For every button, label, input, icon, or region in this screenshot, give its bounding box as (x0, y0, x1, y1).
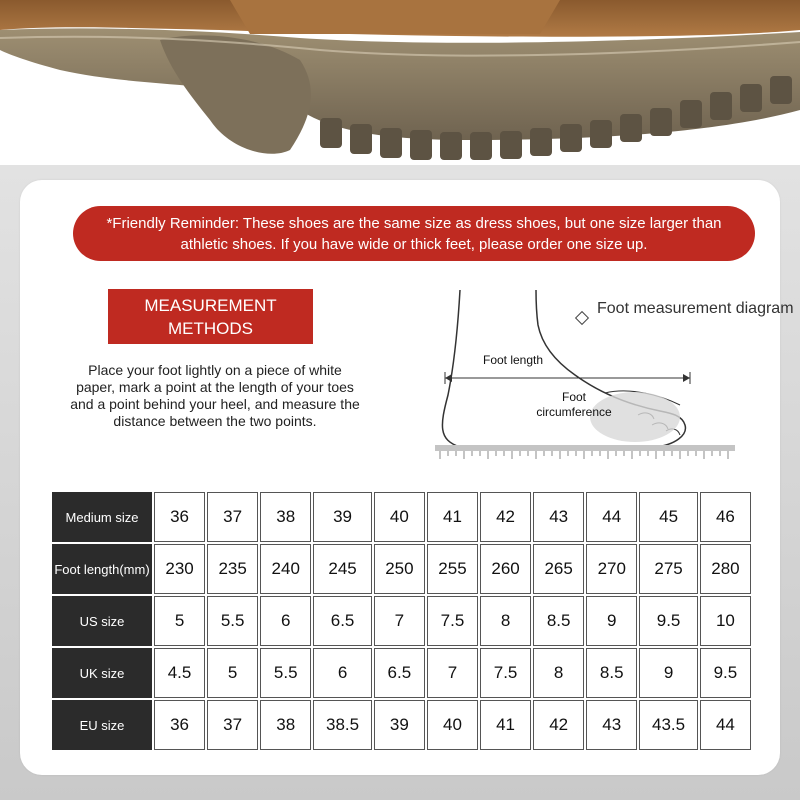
table-row (52, 596, 751, 646)
table-cell: 270 (586, 544, 637, 594)
table-cell: 8.5 (586, 648, 637, 698)
table-cell: 9.5 (639, 596, 698, 646)
table-cell: 8.5 (533, 596, 584, 646)
table-cell: 46 (700, 492, 751, 542)
table-row (52, 544, 751, 594)
measurement-methods-heading (108, 289, 313, 344)
diagram-legend-text: Foot measurement diagram (597, 300, 794, 317)
foot-circumference-label: Foot circumference (536, 390, 612, 419)
row-header: US size (52, 596, 152, 646)
table-cell: 5 (207, 648, 258, 698)
table-cell: 45 (639, 492, 698, 542)
table-cell: 7 (374, 596, 425, 646)
table-cell: 5 (154, 596, 205, 646)
table-cell: 4.5 (154, 648, 205, 698)
table-cell: 7.5 (427, 596, 478, 646)
boot-sole-image (0, 0, 800, 180)
table-cell: 38 (260, 700, 311, 750)
table-cell: 39 (374, 700, 425, 750)
table-cell: 8 (480, 596, 531, 646)
table-cell: 40 (427, 700, 478, 750)
table-cell: 44 (700, 700, 751, 750)
table-cell: 9.5 (700, 648, 751, 698)
table-cell: 43 (586, 700, 637, 750)
table-cell: 280 (700, 544, 751, 594)
friendly-reminder-banner (73, 206, 755, 261)
size-chart-table (50, 490, 753, 752)
row-header: Medium size (52, 492, 152, 542)
diagram-legend (577, 300, 794, 318)
table-cell: 230 (154, 544, 205, 594)
table-cell: 38.5 (313, 700, 372, 750)
table-cell: 6.5 (374, 648, 425, 698)
table-cell: 9 (639, 648, 698, 698)
table-cell: 42 (533, 700, 584, 750)
table-cell: 245 (313, 544, 372, 594)
measurement-instructions: Place your foot lightly on a piece of white paper, mark a point at the length of your toes and a point behind your heel, and measure the distance between the two points. (70, 362, 360, 429)
table-cell: 7 (427, 648, 478, 698)
table-cell: 240 (260, 544, 311, 594)
measurement-methods-title: MEASUREMENT METHODS (144, 295, 277, 338)
table-cell: 250 (374, 544, 425, 594)
table-cell: 42 (480, 492, 531, 542)
table-cell: 6.5 (313, 596, 372, 646)
foot-length-label: Foot length (483, 353, 544, 367)
row-header: Foot length(mm) (52, 544, 152, 594)
table-cell: 7.5 (480, 648, 531, 698)
table-cell: 41 (427, 492, 478, 542)
table-cell: 9 (586, 596, 637, 646)
table-cell: 36 (154, 492, 205, 542)
table-row (52, 648, 751, 698)
table-cell: 40 (374, 492, 425, 542)
table-cell: 39 (313, 492, 372, 542)
table-cell: 6 (313, 648, 372, 698)
table-cell: 37 (207, 700, 258, 750)
table-cell: 36 (154, 700, 205, 750)
reminder-text: *Friendly Reminder: These shoes are the same size as dress shoes, but one size larger than athletic shoes. If you have wide or thick feet, please order one size up. (106, 214, 722, 253)
table-cell: 5.5 (260, 648, 311, 698)
table-cell: 235 (207, 544, 258, 594)
table-cell: 10 (700, 596, 751, 646)
table-cell: 5.5 (207, 596, 258, 646)
table-cell: 255 (427, 544, 478, 594)
table-cell: 8 (533, 648, 584, 698)
table-cell: 43.5 (639, 700, 698, 750)
table-cell: 44 (586, 492, 637, 542)
table-cell: 41 (480, 700, 531, 750)
table-row (52, 492, 751, 542)
table-cell: 275 (639, 544, 698, 594)
table-row (52, 700, 751, 750)
product-photo (0, 0, 800, 180)
table-cell: 38 (260, 492, 311, 542)
table-cell: 43 (533, 492, 584, 542)
table-cell: 6 (260, 596, 311, 646)
table-cell: 265 (533, 544, 584, 594)
row-header: EU size (52, 700, 152, 750)
row-header: UK size (52, 648, 152, 698)
table-cell: 260 (480, 544, 531, 594)
table-cell: 37 (207, 492, 258, 542)
